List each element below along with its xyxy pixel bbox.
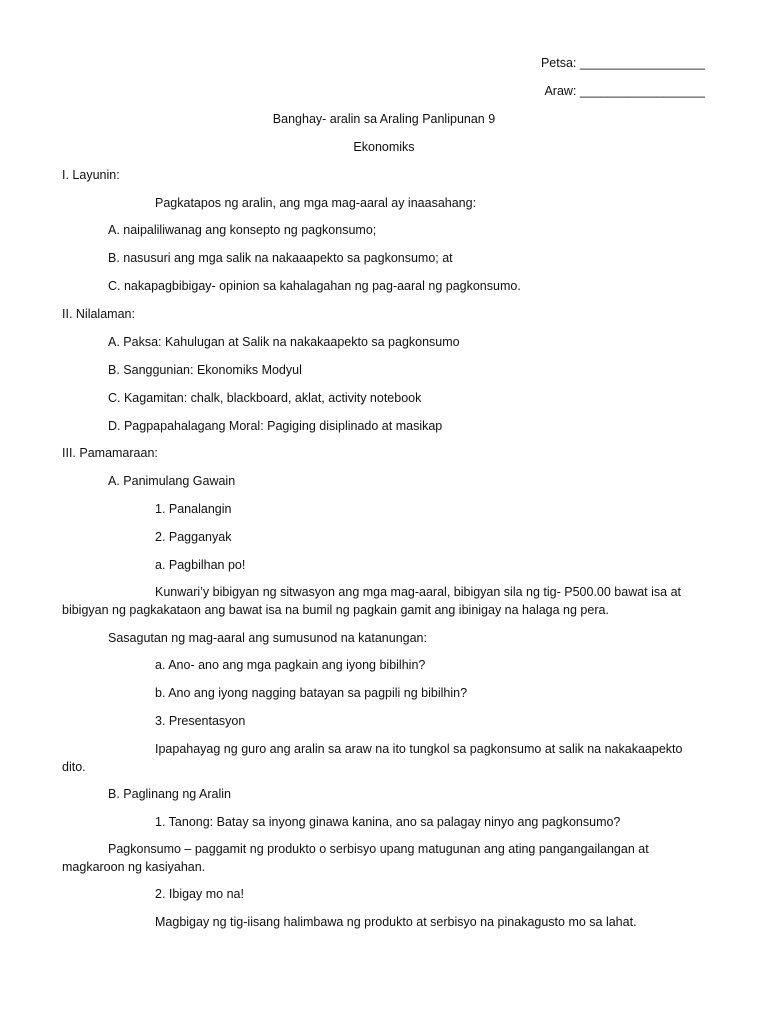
pagkonsumo-definition-text: Pagkonsumo – paggamit ng produkto o serbisyo upang matugunan ang ating pangangailangan at magkaroon ng kasiyahan.: [62, 842, 649, 874]
paglinang-heading: B. Paglinang ng Aralin: [108, 787, 232, 801]
kunwari-text: Kunwari’y bibigyan ng sitwasyon ang mga mag-aaral, bibigyan sila ng tig- P500.00 bawat isa at bibigyan ng pagkakataon ang bawat isa na bumil ng pagkain gamit ang ibinigay na halaga ng pera.: [62, 585, 681, 617]
ipapahayag-text: Ipapahayag ng guro ang aralin sa araw na ito tungkol sa pagkonsumo at salik na nakakaapekto dito.: [62, 742, 683, 774]
presentasyon-item: 3. Presentasyon: [155, 714, 246, 728]
panimulang-gawain-heading: A. Panimulang Gawain: [108, 474, 236, 488]
panalangin-item: 1. Panalangin: [155, 502, 232, 516]
pamamaraan-heading: III. Pamamaraan:: [62, 446, 158, 460]
ipapahayag-paragraph: [62, 740, 686, 776]
tanong-item: 1. Tanong: Batay sa inyong ginawa kanina, ano sa palagay ninyo ang pagkonsumo?: [155, 815, 621, 829]
pagganyak-item: 2. Pagganyak: [155, 530, 232, 544]
nilalaman-heading: II. Nilalaman:: [62, 307, 135, 321]
pagbilhan-item: a. Pagbilhan po!: [155, 558, 246, 572]
layunin-heading: I. Layunin:: [62, 168, 120, 182]
magbigay-line: Magbigay ng tig-iisang halimbawa ng produkto at serbisyo na pinakagusto mo sa lahat.: [155, 915, 637, 929]
document-subtitle: Ekonomiks: [353, 140, 415, 154]
layunin-intro: Pagkatapos ng aralin, ang mga mag-aaral ay inaasahang:: [155, 196, 477, 210]
nilalaman-item-a: A. Paksa: Kahulugan at Salik na nakakaapekto sa pagkonsumo: [108, 335, 460, 349]
layunin-item-b: B. nasusuri ang mga salik na nakaaapekto sa pagkonsumo; at: [108, 251, 453, 265]
layunin-item-c: C. nakapagbibigay- opinion sa kahalagahan ng pag-aaral ng pagkonsumo.: [108, 279, 521, 293]
pagkonsumo-definition: [62, 840, 686, 876]
sasagutan-line: Sasagutan ng mag-aaral ang sumusunod na katanungan:: [108, 631, 427, 645]
kunwari-paragraph: [62, 583, 686, 619]
question-a: a. Ano- ano ang mga pagkain ang iyong bibilhin?: [155, 658, 426, 672]
nilalaman-item-c: C. Kagamitan: chalk, blackboard, aklat, activity notebook: [108, 391, 422, 405]
petsa-line: Petsa: __________________: [540, 56, 705, 70]
question-b: b. Ano ang iyong nagging batayan sa pagpili ng bibilhin?: [155, 686, 468, 700]
araw-line: Araw: __________________: [544, 84, 705, 98]
layunin-item-a: A. naipaliliwanag ang konsepto ng pagkonsumo;: [108, 223, 377, 237]
nilalaman-item-b: B. Sanggunian: Ekonomiks Modyul: [108, 363, 302, 377]
document-title: Banghay- aralin sa Araling Panlipunan 9: [272, 112, 496, 126]
ibigay-item: 2. Ibigay mo na!: [155, 887, 244, 901]
nilalaman-item-d: D. Pagpapahalagang Moral: Pagiging disiplinado at masikap: [108, 419, 443, 433]
